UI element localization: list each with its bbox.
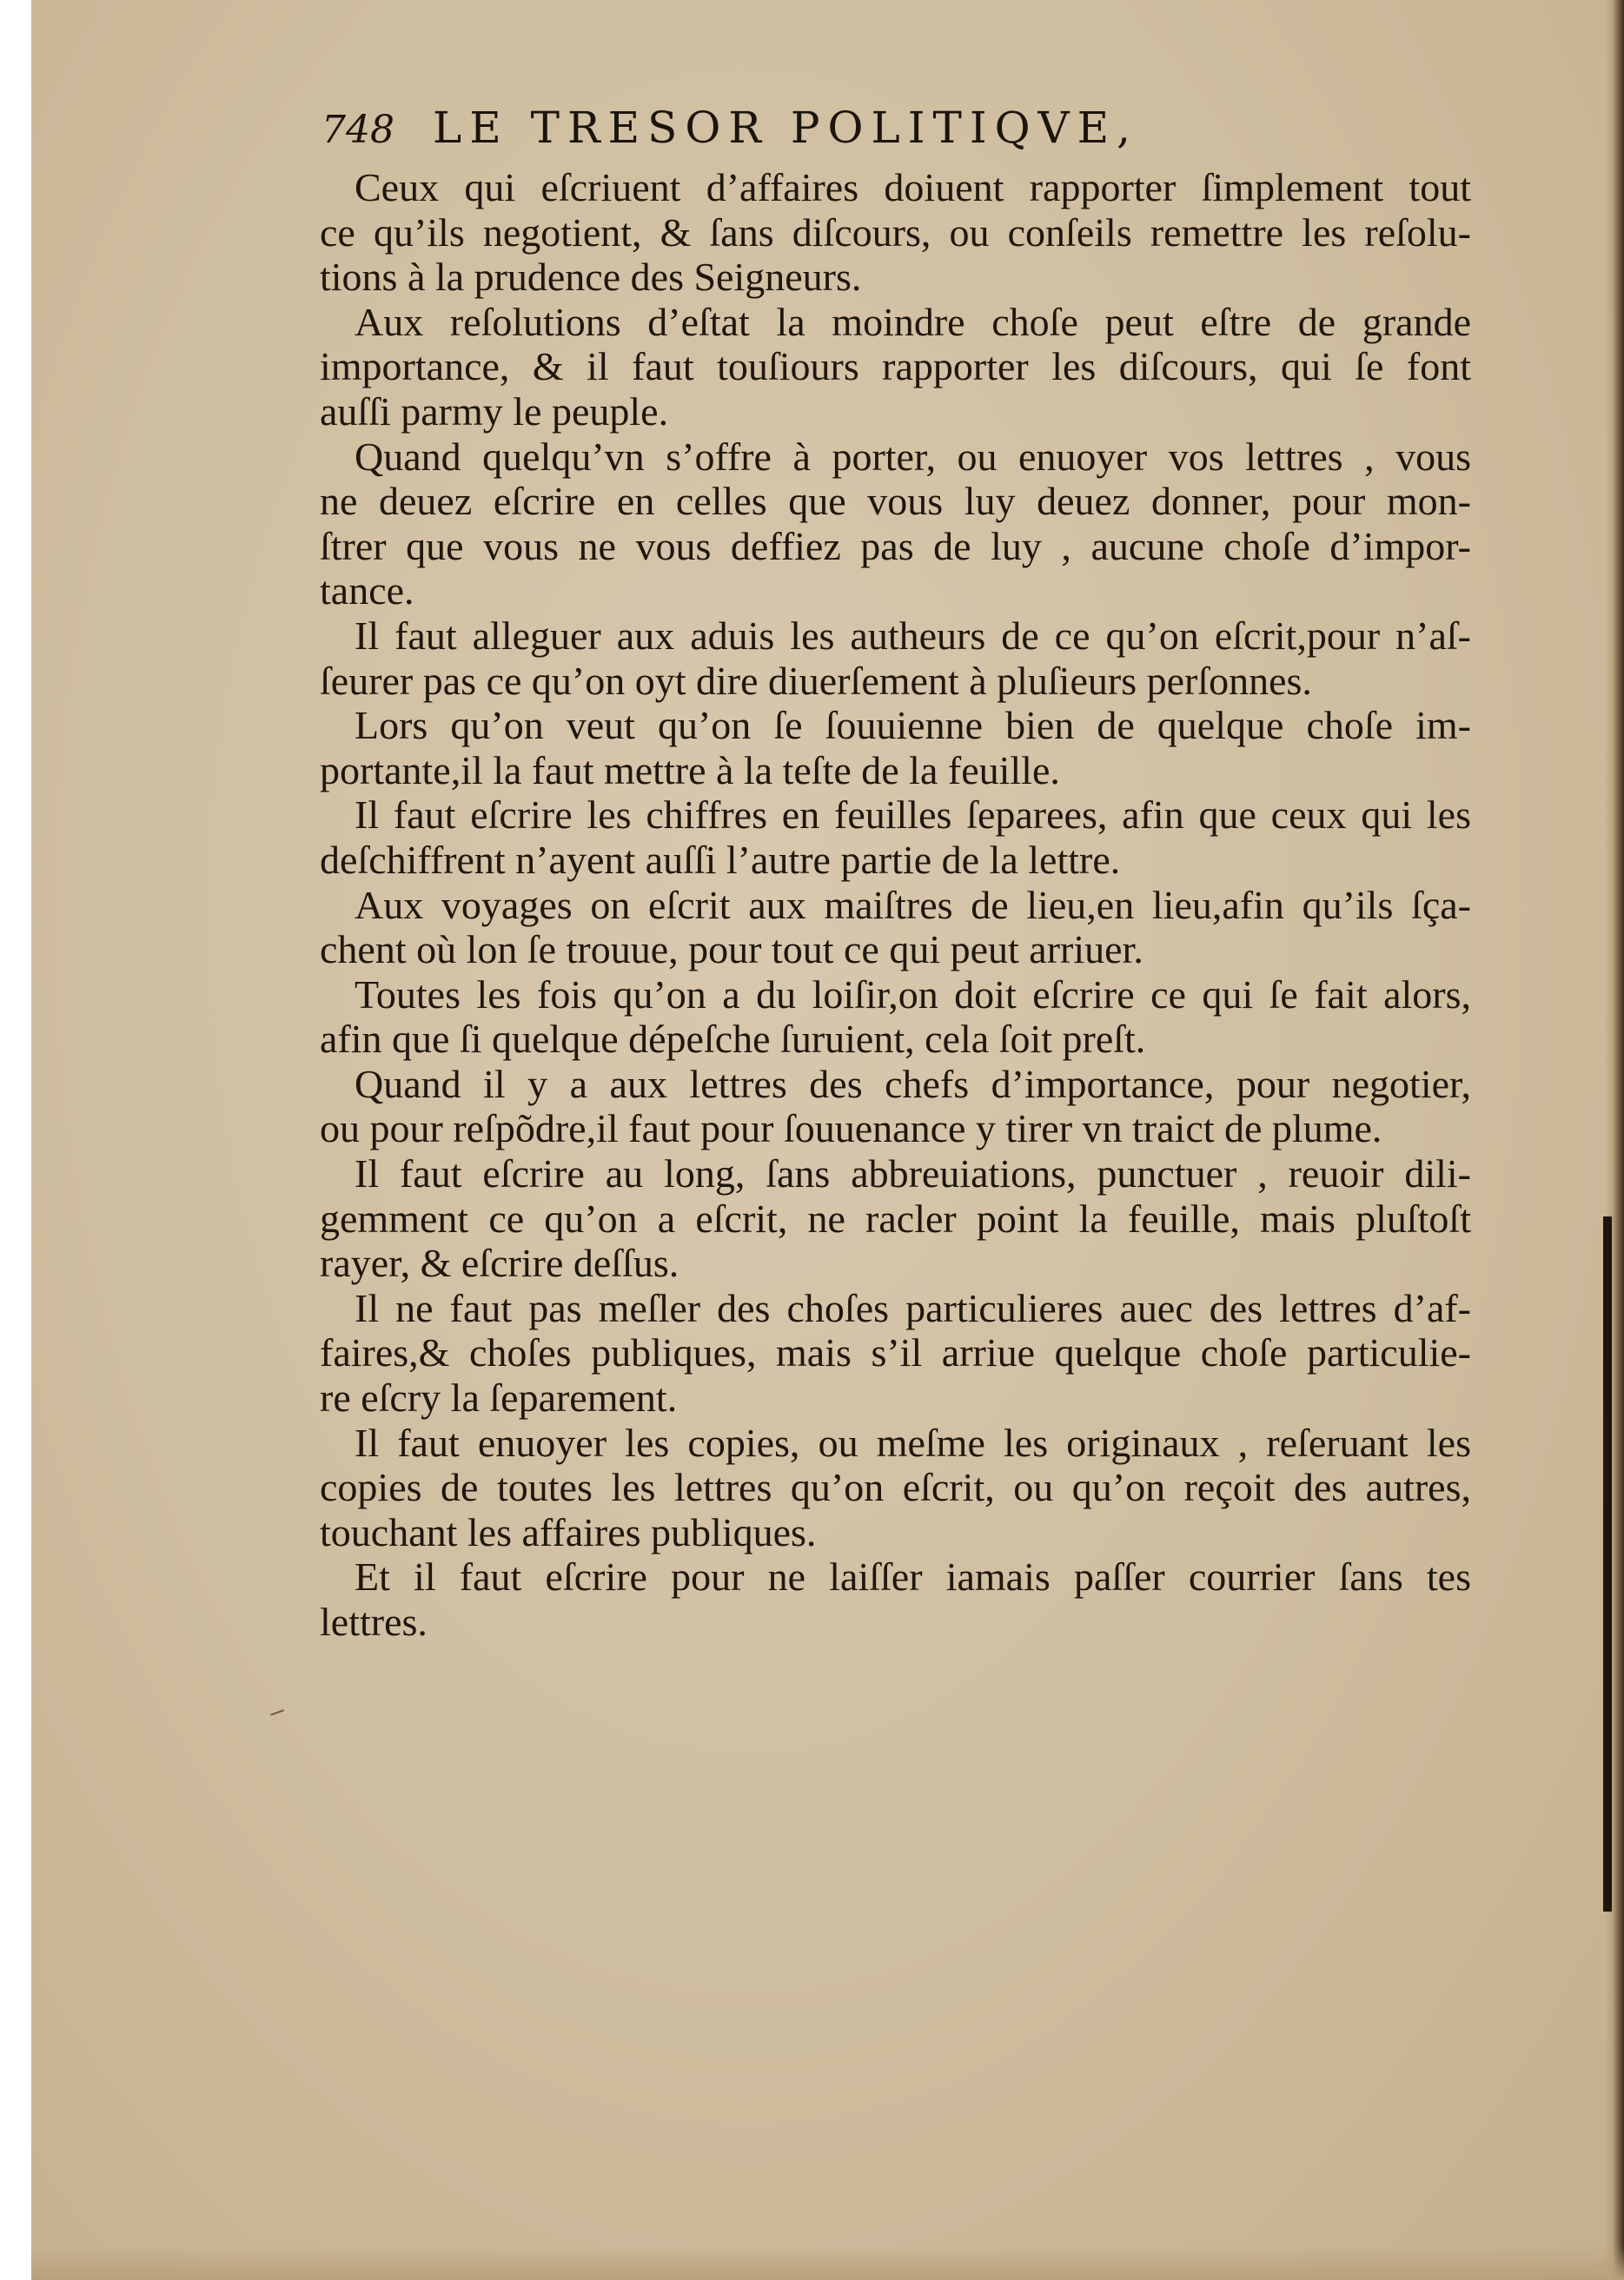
page-edge: [1605, 0, 1624, 2280]
text-line: ſeurer pas ce qu’on oyt dire diuerſement à pluſieurs perſonnes.: [320, 658, 1312, 703]
text-line: auſſi parmy le peuple.: [320, 388, 669, 434]
text-line: Il faut eſcrire les chiffres en feuilles ſeparees, afin que ceux qui les: [355, 792, 1471, 838]
text-line: Ceux qui eſcriuent d’affaires doiuent rapporter ſimplement tout: [355, 165, 1471, 209]
page-foot: [31, 2245, 1624, 2280]
text-line: ne deuez eſcrire en celles que vous luy deuez donner, pour mon-: [320, 479, 1471, 524]
text-line: copies de toutes les lettres qu’on eſcrit, ou qu’on reçoit des autres,: [320, 1465, 1471, 1510]
body-text: [320, 165, 1471, 1645]
ink-mark: [270, 1709, 284, 1715]
running-header: [321, 103, 1495, 163]
text-line: Lors qu’on veut qu’on ſe ſouuienne bien de quelque choſe im-: [355, 703, 1471, 748]
text-line: lettres.: [320, 1600, 428, 1644]
page-number: 748: [321, 108, 394, 152]
text-line: faires,& choſes publiques, mais s’il arriue quelque choſe particulie-: [320, 1330, 1471, 1375]
text-line: deſchiffrent n’ayent auſſi l’autre partie de la lettre.: [320, 837, 1121, 882]
text-line: Il faut eſcrire au long, ſans abbreuiations, punctuer , reuoir dili-: [355, 1151, 1471, 1196]
text-line: importance, & il faut touſiours rapporter les diſcours, qui ſe font: [320, 344, 1471, 389]
text-line: Et il faut eſcrire pour ne laiſſer iamais paſſer courrier ſans tes: [355, 1554, 1471, 1600]
running-title: LE TRESOR POLITIQVE,: [433, 103, 1139, 153]
text-line: Toutes les fois qu’on a du loiſir,on doit eſcrire ce qui ſe fait alors,: [355, 971, 1471, 1017]
text-line: rayer, & eſcrire deſſus.: [320, 1241, 679, 1286]
text-line: Il faut enuoyer les copies, ou meſme les originaux , reſeruant les: [355, 1420, 1471, 1465]
text-line: gemment ce qu’on a eſcrit, ne racler point la feuille, mais pluſtoſt: [320, 1196, 1471, 1241]
text-line: Quand il y a aux lettres des chefs d’importance, pour negotier,: [355, 1061, 1471, 1106]
text-line: Aux reſolutions d’eſtat la moindre choſe peut eſtre de grande: [355, 299, 1471, 344]
text-line: ce qu’ils negotient, & ſans diſcours, ou conſeils remettre les reſolu-: [320, 209, 1471, 255]
text-line: tance.: [320, 568, 414, 613]
text-line: touchant les affaires publiques.: [320, 1509, 817, 1554]
text-line: portante,il la faut mettre à la teſte de la feuille.: [320, 747, 1060, 792]
text-line: Il faut alleguer aux aduis les autheurs de ce qu’on eſcrit,pour n’aſ-: [355, 613, 1471, 658]
text-line: chent où lon ſe trouue, pour tout ce qui peut arriuer.: [320, 927, 1143, 972]
text-line: re eſcry la ſeparement.: [320, 1375, 678, 1421]
text-line: Aux voyages on eſcrit aux maiſtres de lieu,en lieu,afin qu’ils ſça-: [355, 882, 1471, 927]
text-line: Quand quelqu’vn s’offre à porter, ou enuoyer vos lettres , vous: [355, 434, 1471, 479]
page-edge-shadow: [1603, 1216, 1612, 1912]
text-line: tions à la prudence des Seigneurs.: [320, 255, 862, 300]
text-line: afin que ſi quelque dépeſche ſuruient, cela ſoit preſt.: [320, 1017, 1146, 1062]
text-line: ou pour reſpõdre,il faut pour ſouuenance y tirer vn traict de plume.: [320, 1106, 1382, 1151]
text-line: Il ne faut pas meſler des choſes particulieres auec des lettres d’af-: [355, 1285, 1471, 1330]
text-line: ſtrer que vous ne vous deffiez pas de luy , aucune choſe d’impor-: [320, 523, 1471, 568]
